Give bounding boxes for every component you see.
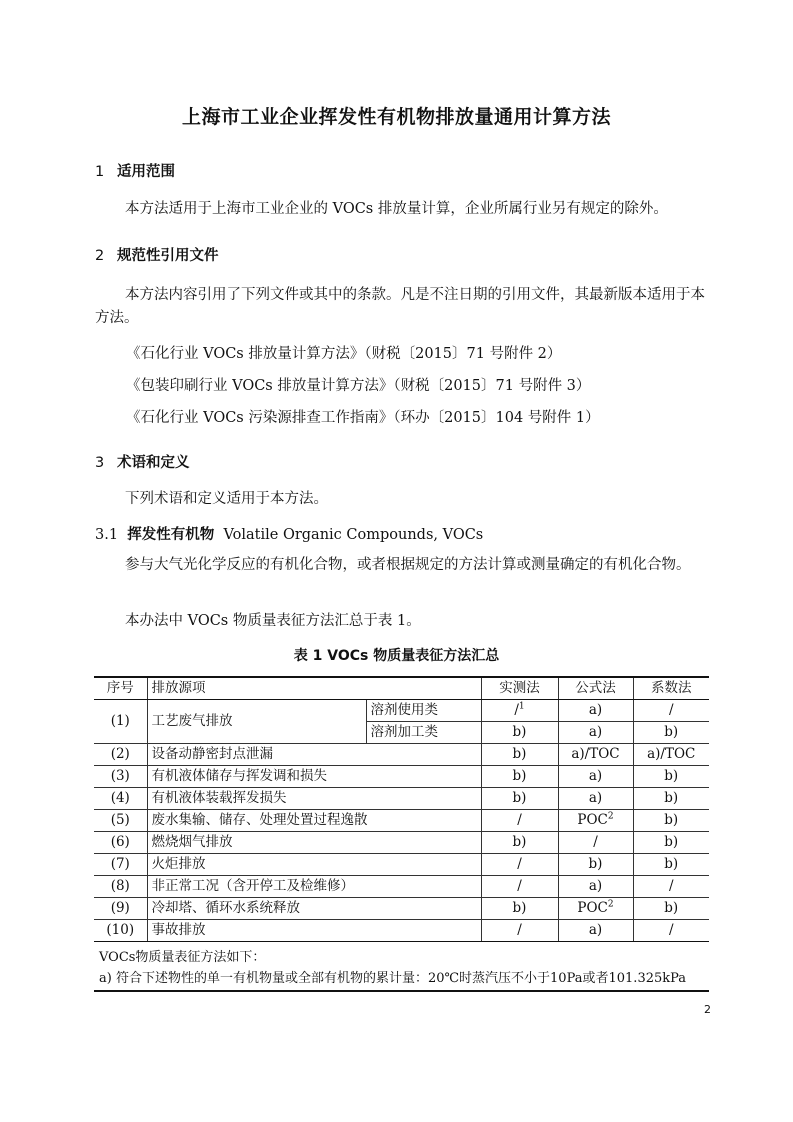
formula-cell: a)/TOC (558, 744, 633, 766)
row-number: (10) (94, 920, 147, 942)
section-3-heading (95, 451, 190, 472)
table-row (94, 832, 709, 854)
measure-cell: / (481, 810, 558, 832)
subsection-number: 3.1 (95, 527, 119, 543)
table-row (94, 920, 709, 942)
formula-cell: a) (558, 876, 633, 898)
page-number: 2 (704, 1003, 711, 1016)
section-1-body: 本方法适用于上海市工业企业的 VOCs 排放量计算，企业所属行业另有规定的除外。 (125, 201, 668, 217)
footnote-marker: 1 (518, 701, 525, 712)
section-2-body: 本方法内容引用了下列文件或其中的条款。凡是不注日期的引用文件，其最新版本适用于本方法。 (95, 287, 705, 326)
section-number: 3 (95, 455, 105, 471)
formula-cell: a) (558, 700, 633, 722)
measure-cell: b) (481, 744, 558, 766)
table-row (94, 766, 709, 788)
reference-item: 《石化行业 VOCs 排放量计算方法》（财税〔2015〕71 号附件 2） (126, 346, 562, 362)
row-number: (5) (94, 810, 147, 832)
header-cell: 序号 (94, 677, 147, 700)
coefficient-cell: b) (633, 898, 709, 920)
sub-source-name: 溶剂加工类 (366, 722, 481, 744)
subsection-heading (95, 523, 483, 544)
row-number: (1) (94, 700, 147, 744)
row-number: (8) (94, 876, 147, 898)
formula-cell: a) (558, 920, 633, 942)
source-name: 有机液体装载挥发损失 (147, 788, 481, 810)
term-definition: 参与大气光化学反应的有机化合物，或者根据规定的方法计算或测量确定的有机化合物。 (125, 557, 691, 573)
section-2-heading (95, 244, 219, 265)
formula-cell: a) (558, 788, 633, 810)
section-3-body: 下列术语和定义适用于本方法。 (125, 491, 328, 507)
coefficient-cell: a)/TOC (633, 744, 709, 766)
term-english: Volatile Organic Compounds, VOCs (223, 527, 484, 543)
formula-cell: a) (558, 722, 633, 744)
table-row (94, 810, 709, 832)
formula-cell: POC$^2$ (558, 898, 633, 920)
header-cell: 系数法 (633, 677, 709, 700)
row-number: (2) (94, 744, 147, 766)
coefficient-cell: / (633, 920, 709, 942)
header-cell: 公式法 (558, 677, 633, 700)
table-row (94, 898, 709, 920)
table-note-a: a) 符合下述物性的单一有机物量或全部有机物的累计量：20℃时蒸汽压不小于10Pa或者101.325kPa (94, 964, 709, 992)
measure-cell: / (481, 876, 558, 898)
source-name: 事故排放 (147, 920, 481, 942)
measure-cell: b) (481, 788, 558, 810)
table-row (94, 744, 709, 766)
table-row (94, 700, 709, 722)
measure-cell: / (481, 854, 558, 876)
section-title: 适用范围 (117, 164, 175, 180)
header-cell: 排放源项 (147, 677, 481, 700)
formula-cell: / (558, 832, 633, 854)
source-name: 废水集输、储存、处理处置过程逸散 (147, 810, 481, 832)
table-note-title: VOCs物质量表征方法如下： (99, 950, 266, 965)
row-number: (4) (94, 788, 147, 810)
measure-cell: b) (481, 898, 558, 920)
formula-cell: a) (558, 766, 633, 788)
source-name: 燃烧烟气排放 (147, 832, 481, 854)
table-row (94, 876, 709, 898)
row-number: (7) (94, 854, 147, 876)
row-number: (9) (94, 898, 147, 920)
term-chinese: 挥发性有机物 (127, 527, 215, 543)
footnote-marker: 2 (607, 811, 614, 822)
page-title: 上海市工业企业挥发性有机物排放量通用计算方法 (181, 106, 611, 128)
row-number: (6) (94, 832, 147, 854)
row-number: (3) (94, 766, 147, 788)
coefficient-cell: b) (633, 854, 709, 876)
table-row (94, 854, 709, 876)
reference-item: 《包装印刷行业 VOCs 排放量计算方法》（财税〔2015〕71 号附件 3） (126, 378, 591, 394)
source-name: 非正常工况（含开停工及检维修） (147, 876, 481, 898)
coefficient-cell: b) (633, 810, 709, 832)
coefficient-cell: b) (633, 832, 709, 854)
formula-cell: b) (558, 854, 633, 876)
formula-cell: POC$^2$ (558, 810, 633, 832)
coefficient-cell: b) (633, 766, 709, 788)
voc-methods-table (94, 676, 709, 942)
measure-cell: b) (481, 832, 558, 854)
coefficient-cell: / (633, 876, 709, 898)
source-name: 设备动静密封点泄漏 (147, 744, 481, 766)
section-1-heading (95, 160, 175, 181)
header-cell: 实测法 (481, 677, 558, 700)
source-name: 火炬排放 (147, 854, 481, 876)
sub-source-name: 溶剂使用类 (366, 700, 481, 722)
section-title: 规范性引用文件 (117, 248, 219, 264)
footnote-marker: 2 (607, 899, 614, 910)
table-header-row (94, 677, 709, 700)
source-name: 有机液体储存与挥发调和损失 (147, 766, 481, 788)
table-intro: 本办法中 VOCs 物质量表征方法汇总于表 1。 (125, 613, 421, 629)
measure-cell: b) (481, 766, 558, 788)
section-title: 术语和定义 (117, 455, 190, 471)
section-number: 1 (95, 164, 105, 180)
table-caption: 表 1 VOCs 物质量表征方法汇总 (293, 648, 500, 664)
source-name: 工艺废气排放 (147, 700, 366, 744)
coefficient-cell: / (633, 700, 709, 722)
measure-cell: b) (481, 722, 558, 744)
measure-cell: / (481, 920, 558, 942)
coefficient-cell: b) (633, 788, 709, 810)
measure-cell: /$^1$ (481, 700, 558, 722)
reference-item: 《石化行业 VOCs 污染源排查工作指南》（环办〔2015〕104 号附件 1） (126, 410, 600, 426)
source-name: 冷却塔、循环水系统释放 (147, 898, 481, 920)
section-number: 2 (95, 248, 105, 264)
table-row (94, 788, 709, 810)
coefficient-cell: b) (633, 722, 709, 744)
